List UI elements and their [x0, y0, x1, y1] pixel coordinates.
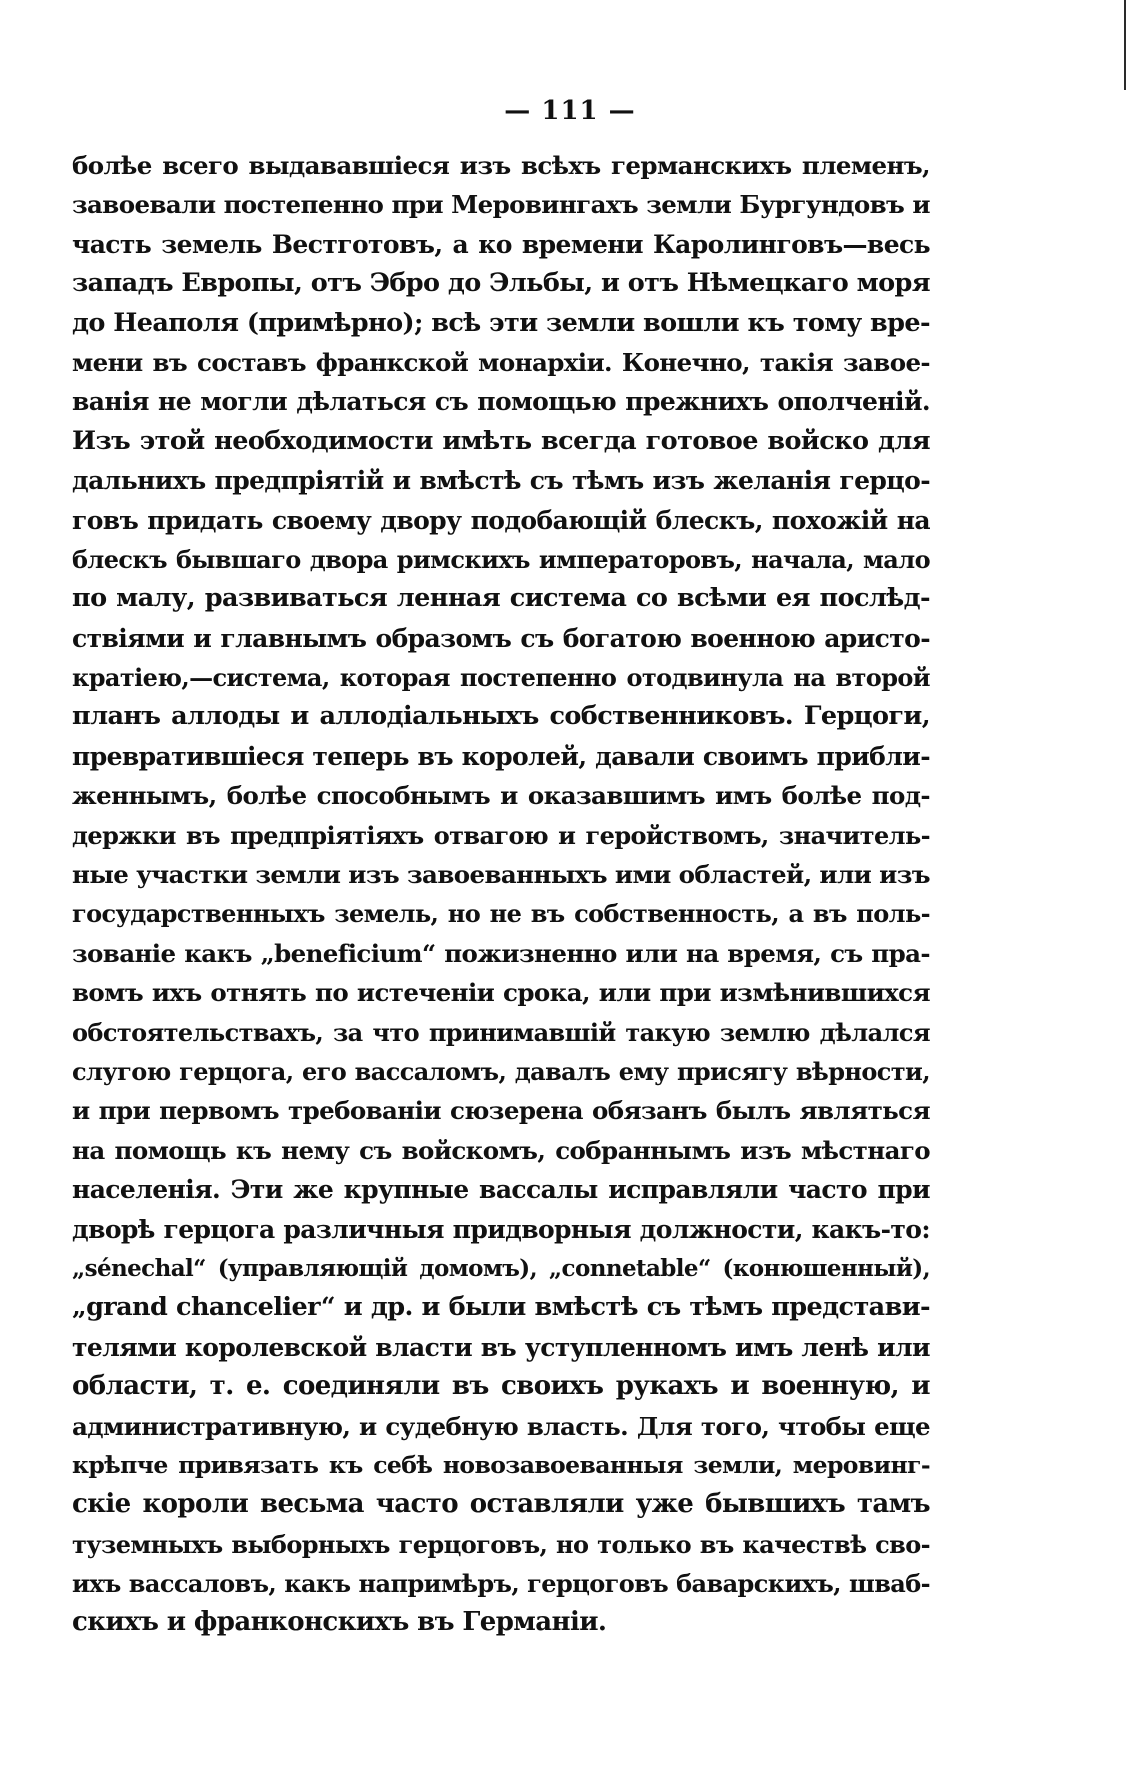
text-line: зованіе какъ „beneficium“ пожизненно или на время, съ пра- — [72, 938, 930, 968]
text-line: кратіею,—система, которая постепенно отодвинула на второй — [72, 663, 930, 693]
text-line: слугою герцога, его вассаломъ, давалъ ему присягу вѣрности, — [72, 1056, 930, 1086]
text-line: ные участки земли изъ завоеванныхъ ими областей, или изъ — [72, 860, 930, 890]
text-line: болѣе всего выдававшіеся изъ всѣхъ германскихъ племенъ, — [72, 151, 930, 180]
text-line: мени въ составъ франкской монархіи. Конечно, такія завое- — [72, 347, 930, 377]
text-line: скіе короли весьма часто оставляли уже бывшихъ тамъ — [72, 1489, 930, 1520]
text-line: „sénechal“ (управляющій домомъ), „connetable“ (конюшенный), — [72, 1254, 930, 1282]
text-line: крѣпче привязать къ себѣ новозавоеванныя земли, меровинг- — [72, 1450, 930, 1479]
text-line: Изъ этой необходимости имѣть всегда готовое войско для — [72, 425, 930, 456]
text-line: завоевали постепенно при Меровингахъ земли Бургундовъ и — [72, 190, 930, 220]
text-line: телями королевской власти въ уступленномъ имъ ленѣ или — [72, 1332, 930, 1362]
text-line: населенія. Эти же крупные вассалы исправляли часто при — [72, 1175, 930, 1205]
text-line: вомъ ихъ отнять по истеченіи срока, или при измѣнившихся — [72, 978, 930, 1008]
text-line: государственныхъ земель, но не въ собственность, а въ поль- — [72, 899, 930, 929]
text-line: планъ аллоды и аллодіальныхъ собственниковъ. Герцоги, — [72, 701, 930, 732]
text-line: и при первомъ требованіи сюзерена обязанъ былъ являться — [72, 1096, 930, 1126]
text-line: часть земель Вестготовъ, а ко времени Каролинговъ—весь — [72, 229, 930, 259]
text-line: ванія не могли дѣлаться съ помощью прежнихъ ополченій. — [72, 387, 930, 417]
text-line: на помощь къ нему съ войскомъ, собраннымъ изъ мѣстнаго — [72, 1135, 930, 1165]
text-line: дворѣ герцога различныя придворныя должности, какъ-то: — [72, 1214, 930, 1244]
text-line: блескъ бывшаго двора римскихъ императоровъ, начала, мало — [72, 544, 930, 574]
text-line: ствіями и главнымъ образомъ съ богатою военною аристо- — [72, 623, 930, 653]
text-line: области, т. е. соединяли въ своихъ рукахъ и военную, и — [72, 1371, 930, 1402]
text-line: женнымъ, болѣе способнымъ и оказавшимъ имъ болѣе под- — [72, 781, 930, 811]
text-line: обстоятельствахъ, за что принимавшій такую землю дѣлался — [72, 1017, 930, 1047]
page-number: — 111 — — [504, 96, 636, 126]
text-line: говъ придать своему двору подобающій блескъ, похожій на — [72, 505, 930, 535]
text-line: по малу, развиваться ленная система со всѣми ея послѣд- — [72, 583, 930, 614]
scan-edge-line — [1124, 0, 1126, 90]
text-line: до Неаполя (примѣрно); всѣ эти земли вошли къ тому вре- — [72, 307, 930, 338]
text-line: дальнихъ предпріятій и вмѣстѣ съ тѣмъ изъ желанія герцо- — [72, 466, 930, 496]
text-line: „grand chancelier“ и др. и были вмѣстѣ съ тѣмъ представи- — [72, 1292, 930, 1323]
text-line: туземныхъ выборныхъ герцоговъ, но только въ качествѣ сво- — [72, 1529, 930, 1559]
text-line: ихъ вассаловъ, какъ напримѣръ, герцоговъ баварскихъ, шваб- — [72, 1569, 930, 1599]
text-line: административную, и судебную власть. Для того, чтобы еще — [72, 1411, 930, 1441]
text-line: превратившіеся теперь въ королей, давали своимъ прибли- — [72, 741, 930, 771]
body-text — [72, 146, 930, 1643]
text-line: западъ Европы, отъ Эбро до Эльбы, и отъ Нѣмецкаго моря — [72, 268, 930, 299]
text-line: держки въ предпріятіяхъ отвагою и геройствомъ, значитель- — [72, 820, 930, 850]
text-line-last: скихъ и франконскихъ въ Германіи. — [72, 1607, 607, 1638]
